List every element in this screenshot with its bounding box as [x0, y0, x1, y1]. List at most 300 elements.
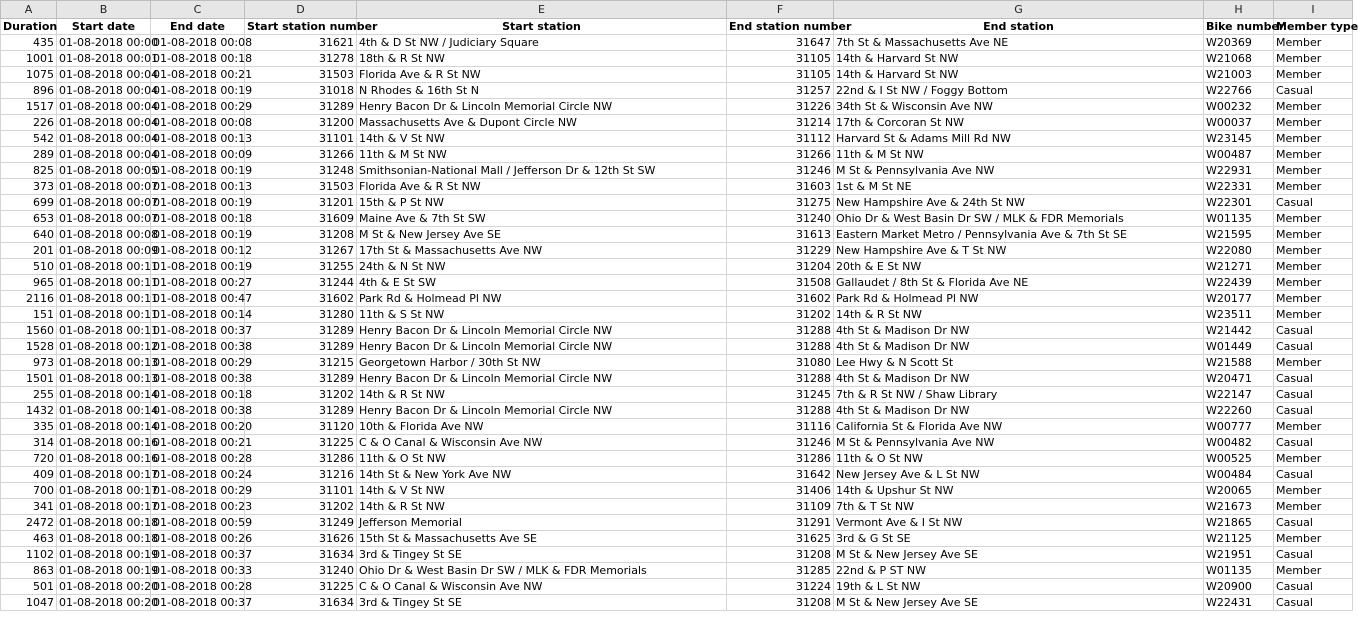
- table-cell[interactable]: Massachusetts Ave & Dupont Circle NW: [357, 115, 727, 131]
- table-cell[interactable]: 22nd & I St NW / Foggy Bottom: [834, 83, 1204, 99]
- table-cell[interactable]: W22080: [1204, 243, 1274, 259]
- table-cell[interactable]: C & O Canal & Wisconsin Ave NW: [357, 579, 727, 595]
- table-cell[interactable]: 31112: [727, 131, 834, 147]
- table-cell[interactable]: W21003: [1204, 67, 1274, 83]
- table-cell[interactable]: 255: [1, 387, 57, 403]
- table-cell[interactable]: W21588: [1204, 355, 1274, 371]
- table-cell[interactable]: 31208: [727, 547, 834, 563]
- table-cell[interactable]: Casual: [1274, 515, 1353, 531]
- header-cell[interactable]: Member type: [1274, 19, 1353, 35]
- table-cell[interactable]: 01-08-2018 00:17: [57, 483, 151, 499]
- table-cell[interactable]: 31266: [727, 147, 834, 163]
- table-cell[interactable]: Member: [1274, 419, 1353, 435]
- table-cell[interactable]: 31249: [245, 515, 357, 531]
- table-cell[interactable]: 01-08-2018 00:12: [57, 339, 151, 355]
- table-cell[interactable]: 01-08-2018 00:04: [57, 67, 151, 83]
- table-cell[interactable]: 31503: [245, 179, 357, 195]
- table-cell[interactable]: 31240: [727, 211, 834, 227]
- table-cell[interactable]: M St & New Jersey Ave SE: [834, 595, 1204, 611]
- table-cell[interactable]: 31289: [245, 403, 357, 419]
- table-cell[interactable]: Member: [1274, 307, 1353, 323]
- table-cell[interactable]: 409: [1, 467, 57, 483]
- table-cell[interactable]: Smithsonian-National Mall / Jefferson Dr & 12th St SW: [357, 163, 727, 179]
- table-cell[interactable]: Henry Bacon Dr & Lincoln Memorial Circle NW: [357, 371, 727, 387]
- table-cell[interactable]: 4th & E St SW: [357, 275, 727, 291]
- header-cell[interactable]: End station: [834, 19, 1204, 35]
- table-cell[interactable]: 31216: [245, 467, 357, 483]
- table-cell[interactable]: Member: [1274, 259, 1353, 275]
- table-cell[interactable]: Park Rd & Holmead Pl NW: [357, 291, 727, 307]
- table-cell[interactable]: Member: [1274, 355, 1353, 371]
- table-cell[interactable]: 01-08-2018 00:20: [57, 595, 151, 611]
- table-cell[interactable]: 542: [1, 131, 57, 147]
- table-cell[interactable]: W20471: [1204, 371, 1274, 387]
- table-cell[interactable]: W23511: [1204, 307, 1274, 323]
- table-cell[interactable]: Jefferson Memorial: [357, 515, 727, 531]
- table-cell[interactable]: 01-08-2018 00:38: [151, 371, 245, 387]
- table-cell[interactable]: 01-08-2018 00:21: [151, 67, 245, 83]
- table-cell[interactable]: W21595: [1204, 227, 1274, 243]
- table-cell[interactable]: 14th & R St NW: [357, 499, 727, 515]
- table-cell[interactable]: Member: [1274, 35, 1353, 51]
- table-cell[interactable]: 31080: [727, 355, 834, 371]
- table-cell[interactable]: 435: [1, 35, 57, 51]
- table-cell[interactable]: 01-08-2018 00:11: [57, 323, 151, 339]
- table-cell[interactable]: W22931: [1204, 163, 1274, 179]
- table-cell[interactable]: 640: [1, 227, 57, 243]
- table-cell[interactable]: W01135: [1204, 563, 1274, 579]
- header-cell[interactable]: Start station: [357, 19, 727, 35]
- table-cell[interactable]: Member: [1274, 563, 1353, 579]
- table-cell[interactable]: 01-08-2018 00:19: [151, 83, 245, 99]
- table-cell[interactable]: 01-08-2018 00:17: [57, 467, 151, 483]
- table-cell[interactable]: 3rd & Tingey St SE: [357, 595, 727, 611]
- table-cell[interactable]: 31642: [727, 467, 834, 483]
- table-cell[interactable]: 01-08-2018 00:04: [57, 147, 151, 163]
- table-cell[interactable]: 01-08-2018 00:04: [57, 83, 151, 99]
- table-cell[interactable]: Casual: [1274, 83, 1353, 99]
- table-cell[interactable]: 653: [1, 211, 57, 227]
- table-cell[interactable]: 965: [1, 275, 57, 291]
- table-cell[interactable]: 31286: [727, 451, 834, 467]
- table-cell[interactable]: 31105: [727, 67, 834, 83]
- table-cell[interactable]: 01-08-2018 00:11: [57, 275, 151, 291]
- table-cell[interactable]: 1047: [1, 595, 57, 611]
- table-cell[interactable]: W21951: [1204, 547, 1274, 563]
- table-cell[interactable]: 31105: [727, 51, 834, 67]
- table-cell[interactable]: Member: [1274, 243, 1353, 259]
- table-cell[interactable]: 01-08-2018 00:08: [151, 35, 245, 51]
- table-cell[interactable]: 1517: [1, 99, 57, 115]
- header-cell[interactable]: End date: [151, 19, 245, 35]
- table-cell[interactable]: Member: [1274, 51, 1353, 67]
- table-cell[interactable]: 01-08-2018 00:29: [151, 99, 245, 115]
- table-cell[interactable]: 31200: [245, 115, 357, 131]
- table-cell[interactable]: Henry Bacon Dr & Lincoln Memorial Circle NW: [357, 403, 727, 419]
- table-cell[interactable]: 1075: [1, 67, 57, 83]
- table-cell[interactable]: Eastern Market Metro / Pennsylvania Ave & 7th St SE: [834, 227, 1204, 243]
- table-cell[interactable]: 01-08-2018 00:14: [151, 307, 245, 323]
- table-cell[interactable]: 01-08-2018 00:07: [57, 179, 151, 195]
- table-cell[interactable]: 01-08-2018 00:05: [57, 163, 151, 179]
- table-cell[interactable]: W21673: [1204, 499, 1274, 515]
- table-cell[interactable]: 01-08-2018 00:29: [151, 483, 245, 499]
- table-cell[interactable]: 1st & M St NE: [834, 179, 1204, 195]
- table-cell[interactable]: 31255: [245, 259, 357, 275]
- table-cell[interactable]: 31288: [727, 371, 834, 387]
- table-cell[interactable]: 14th & R St NW: [834, 307, 1204, 323]
- table-cell[interactable]: 31208: [727, 595, 834, 611]
- table-cell[interactable]: 373: [1, 179, 57, 195]
- table-cell[interactable]: W22766: [1204, 83, 1274, 99]
- table-cell[interactable]: C & O Canal & Wisconsin Ave NW: [357, 435, 727, 451]
- table-cell[interactable]: 31626: [245, 531, 357, 547]
- table-cell[interactable]: W20369: [1204, 35, 1274, 51]
- table-cell[interactable]: Member: [1274, 99, 1353, 115]
- table-cell[interactable]: 896: [1, 83, 57, 99]
- table-cell[interactable]: Casual: [1274, 339, 1353, 355]
- table-cell[interactable]: 31280: [245, 307, 357, 323]
- table-cell[interactable]: 01-08-2018 00:00: [57, 35, 151, 51]
- table-cell[interactable]: Maine Ave & 7th St SW: [357, 211, 727, 227]
- table-cell[interactable]: New Hampshire Ave & 24th St NW: [834, 195, 1204, 211]
- column-letter[interactable]: G: [834, 1, 1204, 19]
- table-cell[interactable]: 01-08-2018 00:19: [57, 547, 151, 563]
- table-cell[interactable]: 31202: [727, 307, 834, 323]
- table-cell[interactable]: W20065: [1204, 483, 1274, 499]
- table-cell[interactable]: 289: [1, 147, 57, 163]
- table-cell[interactable]: 14th & Harvard St NW: [834, 67, 1204, 83]
- table-cell[interactable]: Florida Ave & R St NW: [357, 67, 727, 83]
- table-cell[interactable]: 01-08-2018 00:23: [151, 499, 245, 515]
- table-cell[interactable]: 01-08-2018 00:07: [57, 211, 151, 227]
- table-cell[interactable]: 31202: [245, 387, 357, 403]
- table-cell[interactable]: 31613: [727, 227, 834, 243]
- table-cell[interactable]: 31224: [727, 579, 834, 595]
- table-cell[interactable]: 226: [1, 115, 57, 131]
- table-cell[interactable]: Lee Hwy & N Scott St: [834, 355, 1204, 371]
- table-cell[interactable]: 314: [1, 435, 57, 451]
- table-cell[interactable]: 31275: [727, 195, 834, 211]
- table-cell[interactable]: W21865: [1204, 515, 1274, 531]
- table-cell[interactable]: W20900: [1204, 579, 1274, 595]
- table-cell[interactable]: Member: [1274, 115, 1353, 131]
- table-cell[interactable]: 01-08-2018 00:04: [57, 131, 151, 147]
- column-letter[interactable]: C: [151, 1, 245, 19]
- header-cell[interactable]: Start date: [57, 19, 151, 35]
- table-cell[interactable]: 31225: [245, 579, 357, 595]
- table-cell[interactable]: 31120: [245, 419, 357, 435]
- table-cell[interactable]: 2116: [1, 291, 57, 307]
- table-cell[interactable]: 01-08-2018 00:18: [151, 51, 245, 67]
- table-cell[interactable]: 31116: [727, 419, 834, 435]
- table-cell[interactable]: W00777: [1204, 419, 1274, 435]
- column-letter[interactable]: D: [245, 1, 357, 19]
- table-cell[interactable]: Member: [1274, 163, 1353, 179]
- table-cell[interactable]: 31215: [245, 355, 357, 371]
- table-cell[interactable]: 01-08-2018 00:13: [151, 131, 245, 147]
- table-cell[interactable]: W01135: [1204, 211, 1274, 227]
- column-letter[interactable]: F: [727, 1, 834, 19]
- table-cell[interactable]: 31204: [727, 259, 834, 275]
- table-cell[interactable]: 31289: [245, 99, 357, 115]
- table-cell[interactable]: Harvard St & Adams Mill Rd NW: [834, 131, 1204, 147]
- table-cell[interactable]: W00482: [1204, 435, 1274, 451]
- table-cell[interactable]: W22439: [1204, 275, 1274, 291]
- table-cell[interactable]: W00525: [1204, 451, 1274, 467]
- table-cell[interactable]: 01-08-2018 00:27: [151, 275, 245, 291]
- table-cell[interactable]: 31647: [727, 35, 834, 51]
- table-cell[interactable]: 31018: [245, 83, 357, 99]
- table-cell[interactable]: 01-08-2018 00:11: [57, 307, 151, 323]
- table-cell[interactable]: 18th & R St NW: [357, 51, 727, 67]
- table-cell[interactable]: California St & Florida Ave NW: [834, 419, 1204, 435]
- table-cell[interactable]: 01-08-2018 00:04: [57, 99, 151, 115]
- table-cell[interactable]: W22260: [1204, 403, 1274, 419]
- table-cell[interactable]: 14th & V St NW: [357, 483, 727, 499]
- table-cell[interactable]: 31244: [245, 275, 357, 291]
- table-cell[interactable]: 31602: [245, 291, 357, 307]
- table-cell[interactable]: 31225: [245, 435, 357, 451]
- table-cell[interactable]: 01-08-2018 00:21: [151, 435, 245, 451]
- table-cell[interactable]: 31289: [245, 323, 357, 339]
- table-cell[interactable]: 01-08-2018 00:59: [151, 515, 245, 531]
- table-cell[interactable]: 335: [1, 419, 57, 435]
- table-cell[interactable]: 22nd & P ST NW: [834, 563, 1204, 579]
- header-cell[interactable]: End station number: [727, 19, 834, 35]
- table-cell[interactable]: 14th & R St NW: [357, 387, 727, 403]
- table-cell[interactable]: 31245: [727, 387, 834, 403]
- table-cell[interactable]: 31202: [245, 499, 357, 515]
- column-letter[interactable]: B: [57, 1, 151, 19]
- table-cell[interactable]: 973: [1, 355, 57, 371]
- table-cell[interactable]: 11th & M St NW: [834, 147, 1204, 163]
- table-cell[interactable]: 31101: [245, 483, 357, 499]
- table-cell[interactable]: 24th & N St NW: [357, 259, 727, 275]
- table-cell[interactable]: 31289: [245, 339, 357, 355]
- table-cell[interactable]: 01-08-2018 00:38: [151, 339, 245, 355]
- table-cell[interactable]: Ohio Dr & West Basin Dr SW / MLK & FDR Memorials: [357, 563, 727, 579]
- table-cell[interactable]: W23145: [1204, 131, 1274, 147]
- table-cell[interactable]: 720: [1, 451, 57, 467]
- table-cell[interactable]: 01-08-2018 00:18: [151, 211, 245, 227]
- table-cell[interactable]: 01-08-2018 00:14: [57, 419, 151, 435]
- table-cell[interactable]: 15th & P St NW: [357, 195, 727, 211]
- table-cell[interactable]: 31101: [245, 131, 357, 147]
- table-cell[interactable]: 01-08-2018 00:28: [151, 579, 245, 595]
- table-cell[interactable]: 01-08-2018 00:11: [57, 259, 151, 275]
- table-cell[interactable]: Casual: [1274, 195, 1353, 211]
- table-cell[interactable]: 31288: [727, 339, 834, 355]
- table-cell[interactable]: N Rhodes & 16th St N: [357, 83, 727, 99]
- table-cell[interactable]: 01-08-2018 00:28: [151, 451, 245, 467]
- table-cell[interactable]: Casual: [1274, 323, 1353, 339]
- table-cell[interactable]: W21271: [1204, 259, 1274, 275]
- table-cell[interactable]: 501: [1, 579, 57, 595]
- table-cell[interactable]: 1102: [1, 547, 57, 563]
- table-cell[interactable]: M St & New Jersey Ave SE: [357, 227, 727, 243]
- table-cell[interactable]: 201: [1, 243, 57, 259]
- table-cell[interactable]: 4th St & Madison Dr NW: [834, 339, 1204, 355]
- table-cell[interactable]: 3rd & Tingey St SE: [357, 547, 727, 563]
- column-letter[interactable]: A: [1, 1, 57, 19]
- table-cell[interactable]: 01-08-2018 00:18: [151, 387, 245, 403]
- column-letter[interactable]: H: [1204, 1, 1274, 19]
- table-cell[interactable]: 10th & Florida Ave NW: [357, 419, 727, 435]
- table-cell[interactable]: W22147: [1204, 387, 1274, 403]
- table-cell[interactable]: 31288: [727, 323, 834, 339]
- table-cell[interactable]: 31621: [245, 35, 357, 51]
- table-cell[interactable]: 11th & O St NW: [834, 451, 1204, 467]
- table-cell[interactable]: 01-08-2018 00:37: [151, 323, 245, 339]
- table-cell[interactable]: 01-08-2018 00:17: [57, 499, 151, 515]
- table-cell[interactable]: 31609: [245, 211, 357, 227]
- table-cell[interactable]: W00487: [1204, 147, 1274, 163]
- table-cell[interactable]: Casual: [1274, 387, 1353, 403]
- table-cell[interactable]: 01-08-2018 00:18: [57, 531, 151, 547]
- table-cell[interactable]: 14th & V St NW: [357, 131, 727, 147]
- table-cell[interactable]: Casual: [1274, 595, 1353, 611]
- table-cell[interactable]: New Jersey Ave & L St NW: [834, 467, 1204, 483]
- table-cell[interactable]: W21125: [1204, 531, 1274, 547]
- table-cell[interactable]: Member: [1274, 499, 1353, 515]
- table-cell[interactable]: 700: [1, 483, 57, 499]
- table-cell[interactable]: Casual: [1274, 547, 1353, 563]
- table-cell[interactable]: 14th & Upshur St NW: [834, 483, 1204, 499]
- table-cell[interactable]: 01-08-2018 00:16: [57, 451, 151, 467]
- table-cell[interactable]: 01-08-2018 00:13: [151, 179, 245, 195]
- table-cell[interactable]: 31248: [245, 163, 357, 179]
- table-cell[interactable]: Member: [1274, 147, 1353, 163]
- table-cell[interactable]: 14th St & New York Ave NW: [357, 467, 727, 483]
- table-cell[interactable]: 17th & Corcoran St NW: [834, 115, 1204, 131]
- table-cell[interactable]: 31257: [727, 83, 834, 99]
- table-cell[interactable]: 31288: [727, 403, 834, 419]
- table-cell[interactable]: 31286: [245, 451, 357, 467]
- table-cell[interactable]: 4th St & Madison Dr NW: [834, 323, 1204, 339]
- table-cell[interactable]: 19th & L St NW: [834, 579, 1204, 595]
- table-cell[interactable]: 825: [1, 163, 57, 179]
- table-cell[interactable]: 01-08-2018 00:09: [151, 147, 245, 163]
- table-cell[interactable]: 01-08-2018 00:19: [151, 163, 245, 179]
- table-cell[interactable]: 11th & M St NW: [357, 147, 727, 163]
- table-cell[interactable]: 31109: [727, 499, 834, 515]
- table-cell[interactable]: Member: [1274, 211, 1353, 227]
- table-cell[interactable]: 15th St & Massachusetts Ave SE: [357, 531, 727, 547]
- table-cell[interactable]: 01-08-2018 00:18: [57, 515, 151, 531]
- table-cell[interactable]: 31602: [727, 291, 834, 307]
- table-cell[interactable]: 31240: [245, 563, 357, 579]
- table-cell[interactable]: W22331: [1204, 179, 1274, 195]
- table-cell[interactable]: 31246: [727, 435, 834, 451]
- table-cell[interactable]: 7th & R St NW / Shaw Library: [834, 387, 1204, 403]
- table-cell[interactable]: 1432: [1, 403, 57, 419]
- table-cell[interactable]: 31289: [245, 371, 357, 387]
- table-cell[interactable]: Member: [1274, 483, 1353, 499]
- table-cell[interactable]: 2472: [1, 515, 57, 531]
- table-cell[interactable]: 699: [1, 195, 57, 211]
- table-cell[interactable]: 11th & S St NW: [357, 307, 727, 323]
- table-cell[interactable]: 01-08-2018 00:19: [57, 563, 151, 579]
- table-cell[interactable]: 01-08-2018 00:19: [151, 227, 245, 243]
- table-cell[interactable]: M St & Pennsylvania Ave NW: [834, 163, 1204, 179]
- table-cell[interactable]: 14th & Harvard St NW: [834, 51, 1204, 67]
- table-cell[interactable]: 31634: [245, 547, 357, 563]
- table-cell[interactable]: Member: [1274, 67, 1353, 83]
- table-cell[interactable]: 17th St & Massachusetts Ave NW: [357, 243, 727, 259]
- table-cell[interactable]: 01-08-2018 00:09: [57, 243, 151, 259]
- table-cell[interactable]: New Hampshire Ave & T St NW: [834, 243, 1204, 259]
- table-cell[interactable]: Florida Ave & R St NW: [357, 179, 727, 195]
- table-cell[interactable]: 151: [1, 307, 57, 323]
- table-cell[interactable]: 31278: [245, 51, 357, 67]
- column-letter[interactable]: E: [357, 1, 727, 19]
- table-cell[interactable]: Casual: [1274, 435, 1353, 451]
- table-cell[interactable]: 31625: [727, 531, 834, 547]
- table-cell[interactable]: 01-08-2018 00:24: [151, 467, 245, 483]
- table-cell[interactable]: 01-08-2018 00:29: [151, 355, 245, 371]
- table-cell[interactable]: Henry Bacon Dr & Lincoln Memorial Circle NW: [357, 339, 727, 355]
- table-cell[interactable]: 01-08-2018 00:12: [151, 243, 245, 259]
- table-cell[interactable]: 4th St & Madison Dr NW: [834, 403, 1204, 419]
- table-cell[interactable]: 510: [1, 259, 57, 275]
- table-cell[interactable]: Member: [1274, 227, 1353, 243]
- table-cell[interactable]: 20th & E St NW: [834, 259, 1204, 275]
- table-cell[interactable]: 01-08-2018 00:13: [57, 355, 151, 371]
- table-cell[interactable]: 863: [1, 563, 57, 579]
- table-cell[interactable]: 01-08-2018 00:14: [57, 403, 151, 419]
- table-cell[interactable]: 31226: [727, 99, 834, 115]
- table-cell[interactable]: 31503: [245, 67, 357, 83]
- table-cell[interactable]: Henry Bacon Dr & Lincoln Memorial Circle NW: [357, 99, 727, 115]
- table-cell[interactable]: 1501: [1, 371, 57, 387]
- table-cell[interactable]: Georgetown Harbor / 30th St NW: [357, 355, 727, 371]
- table-cell[interactable]: M St & New Jersey Ave SE: [834, 547, 1204, 563]
- table-cell[interactable]: W00232: [1204, 99, 1274, 115]
- table-cell[interactable]: 01-08-2018 00:33: [151, 563, 245, 579]
- column-letter[interactable]: I: [1274, 1, 1353, 19]
- table-cell[interactable]: W21442: [1204, 323, 1274, 339]
- table-cell[interactable]: W22301: [1204, 195, 1274, 211]
- table-cell[interactable]: 01-08-2018 00:37: [151, 547, 245, 563]
- table-cell[interactable]: 31267: [245, 243, 357, 259]
- table-cell[interactable]: 01-08-2018 00:08: [57, 227, 151, 243]
- table-cell[interactable]: W21068: [1204, 51, 1274, 67]
- table-cell[interactable]: 01-08-2018 00:19: [151, 259, 245, 275]
- table-cell[interactable]: Casual: [1274, 579, 1353, 595]
- table-cell[interactable]: 31246: [727, 163, 834, 179]
- table-cell[interactable]: 01-08-2018 00:07: [57, 195, 151, 211]
- table-cell[interactable]: Member: [1274, 275, 1353, 291]
- table-cell[interactable]: Member: [1274, 451, 1353, 467]
- table-cell[interactable]: 31229: [727, 243, 834, 259]
- table-cell[interactable]: 7th St & Massachusetts Ave NE: [834, 35, 1204, 51]
- table-cell[interactable]: 01-08-2018 00:08: [151, 115, 245, 131]
- table-cell[interactable]: Casual: [1274, 467, 1353, 483]
- table-cell[interactable]: 01-08-2018 00:14: [57, 387, 151, 403]
- table-cell[interactable]: 31508: [727, 275, 834, 291]
- table-cell[interactable]: Vermont Ave & I St NW: [834, 515, 1204, 531]
- table-cell[interactable]: Casual: [1274, 371, 1353, 387]
- table-cell[interactable]: 31201: [245, 195, 357, 211]
- table-cell[interactable]: 31291: [727, 515, 834, 531]
- table-cell[interactable]: 463: [1, 531, 57, 547]
- table-cell[interactable]: Member: [1274, 291, 1353, 307]
- table-cell[interactable]: 11th & O St NW: [357, 451, 727, 467]
- header-cell[interactable]: Bike number: [1204, 19, 1274, 35]
- table-cell[interactable]: 31634: [245, 595, 357, 611]
- table-cell[interactable]: W22431: [1204, 595, 1274, 611]
